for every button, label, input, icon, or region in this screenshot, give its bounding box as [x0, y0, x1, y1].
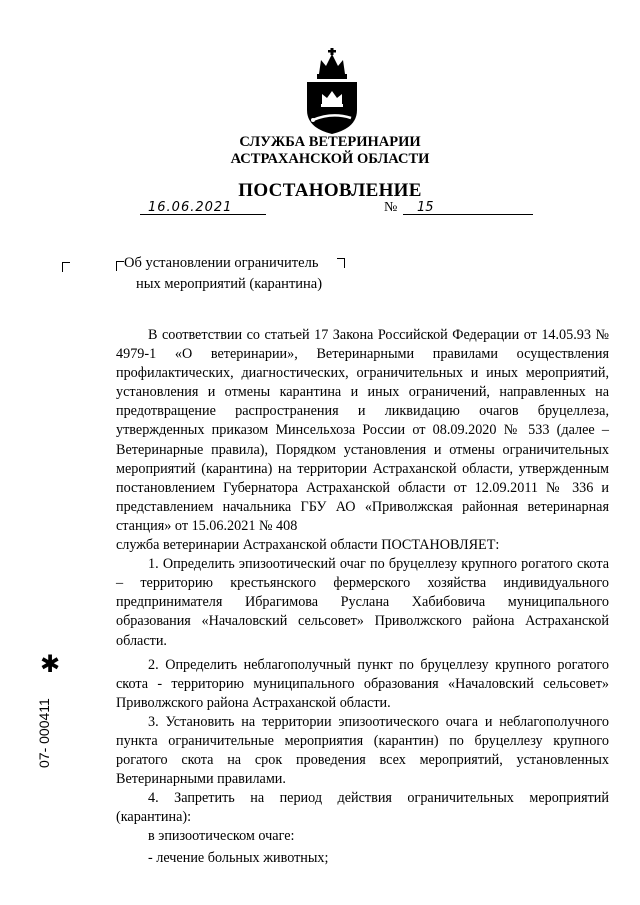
- document-subject: [124, 253, 322, 295]
- item-2-paragraph: 2. Определить неблагополучный пункт по бруцеллезу крупного рогатого скота - территорию муниципального образования «Началовский сельсовет» Приволжского района Астраханской области.: [116, 656, 609, 711]
- item-3-paragraph: 3. Установить на территории эпизоотического очага и неблагополучного пункта ограничительные мероприятия (карантин) по бруцеллезу крупного рогатого скота на срок проведения всех мероприятий, установленных Ветеринарными правилами.: [116, 713, 609, 788]
- number-label: №: [384, 200, 398, 215]
- item-4-sub-2: - лечение больных животных;: [148, 849, 329, 866]
- item-4-sub-1: в эпизоотическом очаге:: [148, 828, 295, 845]
- subject-line1: Об установлении ограничитель: [124, 255, 319, 271]
- left-margin-corner-mark: [62, 262, 70, 272]
- preamble-paragraph: В соответствии со статьей 17 Закона Российской Федерации от 14.05.93 № 4979-1 «О ветеринарии», Ветеринарными правилами осуществления профилактических, диагностических, ограничительных и иных мероприятий, установления и отмены карантина и иных ограничений, направленных на предотвращение распространения и ликвидацию очагов бруцеллеза, утвержденных приказом Минсельхоза России от 08.09.2020 № 533 (далее – Ветеринарные правила), Порядком установления и отмены ограничительных мероприятий (карантина) на территории Астраханской области, утвержденным постановлением Губернатора Астраханской области от 12.09.2011 № 336 и представлением начальника ГБУ АО «Приволжская районная ветеринарная станция» от 15.06.2021 № 408: [116, 327, 609, 534]
- item-4-sublist: [116, 827, 609, 867]
- document-type-title: ПОСТАНОВЛЕНИЕ: [238, 180, 422, 201]
- subject-open-bracket: [116, 261, 124, 271]
- coat-of-arms-emblem: [297, 48, 367, 136]
- item-1-paragraph: 1. Определить эпизоотический очаг по бруцеллезу крупного рогатого скота – территорию крестьянского фермерского хозяйства индивидуального предпринимателя Ибрагимова Руслана Хабибовича муниципального образования «Началовский сельсовет» Приволжского района Астраханской области.: [116, 556, 609, 649]
- resolves-paragraph: служба ветеринарии Астраханской области ПОСТАНОВЛЯЕТ:: [116, 537, 500, 554]
- asterisk-mark-icon: ✱: [40, 650, 61, 678]
- document-body: [116, 326, 609, 870]
- item-4-paragraph: 4. Запретить на период действия ограничительных мероприятий (карантина):: [116, 790, 609, 826]
- subject-close-bracket: [337, 258, 345, 268]
- subject-line2: ных мероприятий (карантина): [136, 276, 323, 292]
- document-number: 15: [403, 199, 533, 215]
- organization-name-line1: СЛУЖБА ВЕТЕРИНАРИИ: [239, 134, 421, 150]
- document-date: 16.06.2021: [140, 199, 266, 215]
- organization-name-line2: АСТРАХАНСКОЙ ОБЛАСТИ: [230, 151, 430, 167]
- serial-number-text: 07- 000411: [36, 698, 52, 768]
